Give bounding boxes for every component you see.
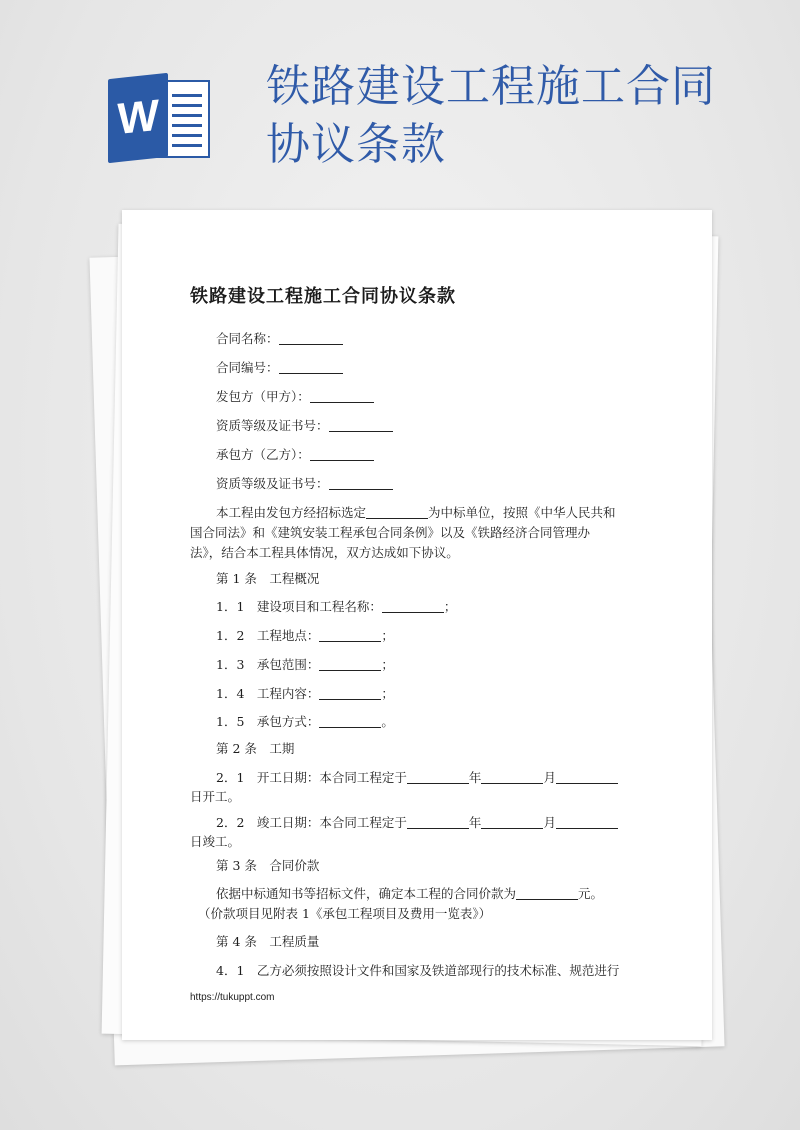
article-1-item-2: 1．2 工程地点： ； <box>216 628 394 643</box>
field-party-a-qualification: 资质等级及证书号： <box>216 418 393 434</box>
article-4-item-1: 4．1 乙方必须按照设计文件和国家及铁道部现行的技术标准、规范进行 <box>216 963 620 978</box>
word-icon <box>108 76 214 160</box>
article-1-item-5: 1．5 承包方式： 。 <box>216 714 394 729</box>
field-party-b-qualification: 资质等级及证书号： <box>216 476 393 492</box>
word-logo-letter: W <box>108 73 168 163</box>
article-1-item-3: 1．3 承包范围： ； <box>216 657 394 672</box>
article-1-item-1: 1．1 建设项目和工程名称： ； <box>216 599 457 614</box>
article-2-heading: 第 2 条 工期 <box>216 741 295 756</box>
header-title-line2: 协议条款 <box>266 119 446 170</box>
footer-url: https://tukuppt.com <box>190 992 275 1003</box>
intro-line-1: 本工程由发包方经招标选定 为中标单位，按照《中华人民共和 <box>216 505 616 520</box>
intro-line-3: 法》，结合本工程具体情况，双方达成如下协议。 <box>190 545 459 560</box>
article-3-line-2: （价款项目见附表 1《承包工程项目及费用一览表》） <box>198 906 492 921</box>
field-contract-number: 合同编号： <box>216 360 343 376</box>
header-title-line1: 铁路建设工程施工合同 <box>266 61 716 112</box>
article-2-item-1: 2．1 开工日期：本合同工程定于 年 月 <box>216 770 618 786</box>
document-title: 铁路建设工程施工合同协议条款 <box>190 286 456 307</box>
article-1-item-4: 1．4 工程内容： ； <box>216 686 394 701</box>
field-party-b: 承包方（乙方）： <box>216 447 374 463</box>
field-contract-name: 合同名称： <box>216 331 343 347</box>
article-3-heading: 第 3 条 合同价款 <box>216 858 320 873</box>
article-3-line-1: 依据中标通知书等招标文件，确定本工程的合同价款为 元。 <box>216 886 604 901</box>
article-1-heading: 第 1 条 工程概况 <box>216 571 320 586</box>
header-title <box>266 58 736 174</box>
article-4-heading: 第 4 条 工程质量 <box>216 934 320 949</box>
article-2-item-1-cont: 日开工。 <box>190 789 241 804</box>
article-2-item-2-cont: 日竣工。 <box>190 834 241 849</box>
field-party-a: 发包方（甲方）： <box>216 389 374 405</box>
article-2-item-2: 2．2 竣工日期：本合同工程定于 年 月 <box>216 815 618 831</box>
intro-line-2: 国合同法》和《建筑安装工程承包合同条例》以及《铁路经济合同管理办 <box>190 525 591 540</box>
